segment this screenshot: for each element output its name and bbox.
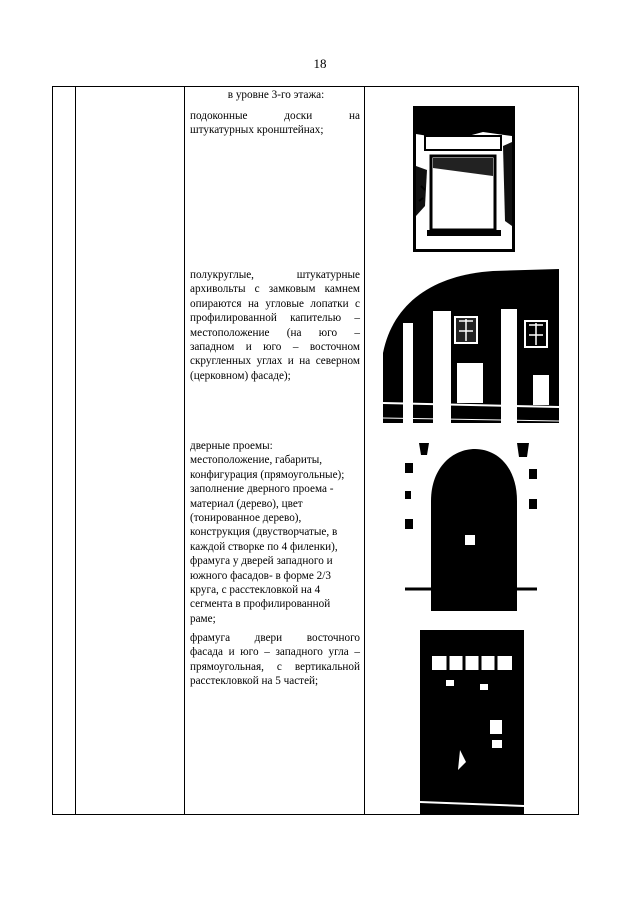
description-line: (тонированное дерево), bbox=[190, 512, 302, 525]
description-line: прямоугольная, с вертикальной bbox=[190, 660, 360, 673]
feature-description bbox=[190, 439, 366, 626]
rectangular-door-photo bbox=[420, 630, 524, 814]
description-line: расстекловкой на 5 частей; bbox=[190, 675, 319, 688]
page-number: 18 bbox=[313, 56, 327, 71]
description-line: материал (дерево), цвет bbox=[190, 497, 303, 510]
description-line: круга, с расстекловкой на 4 bbox=[190, 584, 321, 597]
monument-features-table bbox=[52, 86, 579, 815]
feature-description bbox=[190, 268, 360, 383]
description-line: конфигурация (прямоугольные); bbox=[190, 468, 345, 481]
description-line: скругленных углах и на северном bbox=[190, 355, 360, 368]
description-line: (церковном) фасаде); bbox=[190, 369, 291, 382]
description-line: архивольты с замковым камнем bbox=[190, 283, 360, 296]
description-line: штукатурных кронштейнах; bbox=[190, 124, 324, 137]
description-line: опираются на угловые лопатки с bbox=[190, 297, 360, 310]
floor-level-heading: в уровне 3-го этажа: bbox=[227, 89, 325, 101]
window-sill-photo bbox=[413, 106, 515, 252]
description-line: западном и юго – восточном bbox=[190, 341, 360, 354]
description-line: местоположение (на юго – bbox=[190, 326, 360, 339]
description-line: каждой створке по 4 филенки), bbox=[190, 540, 338, 553]
description-line: фрамуга двери восточного bbox=[190, 632, 360, 644]
description-line: полукруглые, штукатурные bbox=[190, 269, 360, 281]
description-line: южного фасадов- в форме 2/3 bbox=[190, 569, 331, 582]
description-line: местоположение, габариты, bbox=[190, 454, 323, 467]
description-line: фрамуга у дверей западного и bbox=[190, 555, 333, 568]
description-line: профилированной капителью – bbox=[190, 312, 360, 325]
description-line: дверные проемы: bbox=[190, 440, 273, 452]
description-line: заполнение дверного проема - bbox=[190, 483, 334, 496]
feature-description bbox=[190, 631, 360, 689]
column-divider bbox=[184, 87, 185, 814]
arched-doorway-photo bbox=[405, 439, 537, 611]
description-line: конструкция (двустворчатые, в bbox=[190, 526, 338, 539]
arched-facade-photo bbox=[383, 263, 559, 423]
feature-description bbox=[190, 109, 360, 138]
description-line: подоконные доски на bbox=[190, 110, 360, 122]
column-divider bbox=[75, 87, 76, 814]
description-line: фасада и юго – западного угла – bbox=[190, 646, 360, 659]
description-line: раме; bbox=[190, 612, 216, 625]
description-line: сегмента в профилированной bbox=[190, 598, 331, 611]
